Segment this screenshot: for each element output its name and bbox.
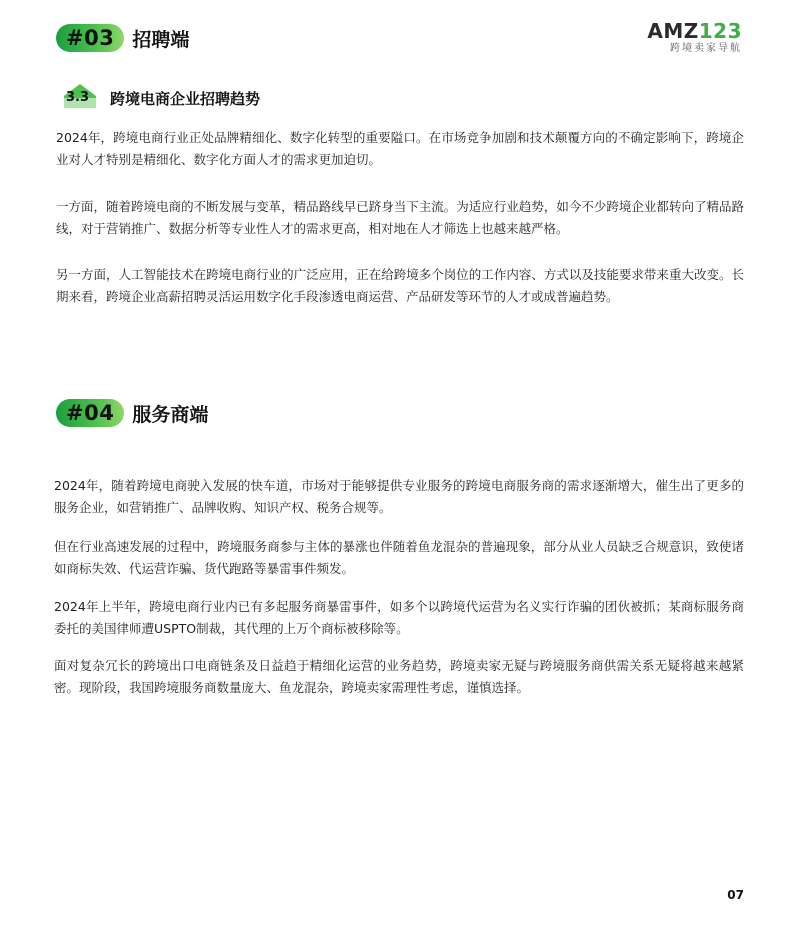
paragraph-3-2: 一方面，随着跨境电商的不断发展与变革，精品路线早已跻身当下主流。为适应行业趋势，如今不少跨境企业都转向了精品路线，对于营销推广、数据分析等专业性人才的需求更高，相对地在人才筛选上也越来越严格。 bbox=[56, 199, 744, 236]
subsection-title: 跨境电商企业招聘趋势 bbox=[110, 89, 261, 108]
logo-digits: 123 bbox=[698, 19, 742, 43]
section-03-number: #03 bbox=[56, 24, 124, 52]
page-number: 07 bbox=[727, 888, 744, 902]
section-03-title: 招聘端 bbox=[132, 28, 190, 51]
amz123-logo bbox=[647, 20, 742, 56]
paragraph-4-3: 2024年上半年，跨境电商行业内已有多起服务商暴雷事件，如多个以跨境代运营为名义实行诈骗的团伙被抓；某商标服务商委托的美国律师遭USPTO制裁，其代理的上万个商标被移除等。 bbox=[54, 599, 744, 636]
logo-subtitle: 跨境卖家导航 bbox=[670, 43, 742, 54]
subsection-number: 3.3 bbox=[66, 90, 90, 105]
paragraph-4-1: 2024年，随着跨境电商驶入发展的快车道，市场对于能够提供专业服务的跨境电商服务商的需求逐渐增大，催生出了更多的服务企业，如营销推广、品牌收购、知识产权、税务合规等。 bbox=[54, 478, 744, 515]
logo-letters: AMZ bbox=[647, 19, 699, 43]
paragraph-3-3: 另一方面，人工智能技术在跨境电商行业的广泛应用，正在给跨境多个岗位的工作内容、方式以及技能要求带来重大改变。长期来看，跨境企业高薪招聘灵活运用数字化手段渗透电商运营、产品研发等环节的人才或成普遍趋势。 bbox=[56, 267, 744, 304]
paragraph-4-4: 面对复杂冗长的跨境出口电商链条及日益趋于精细化运营的业务趋势，跨境卖家无疑与跨境服务商供需关系无疑将越来越紧密。现阶段，我国跨境服务商数量庞大、鱼龙混杂，跨境卖家需理性考虑，谨慎选择。 bbox=[54, 658, 744, 695]
subsection-number-badge bbox=[62, 82, 98, 110]
subsection-heading bbox=[62, 82, 260, 110]
logo-wordmark bbox=[647, 20, 742, 42]
section-04-title: 服务商端 bbox=[132, 403, 209, 426]
section-04-header bbox=[56, 398, 208, 428]
section-03-header bbox=[56, 23, 189, 53]
paragraph-3-1: 2024年，跨境电商行业正处品牌精细化、数字化转型的重要隘口。在市场竞争加剧和技术颠覆方向的不确定影响下，跨境企业对人才特别是精细化、数字化方面人才的需求更加迫切。 bbox=[56, 130, 744, 167]
section-04-number: #04 bbox=[56, 399, 124, 427]
paragraph-4-2: 但在行业高速发展的过程中，跨境服务商参与主体的暴涨也伴随着鱼龙混杂的普遍现象，部分从业人员缺乏合规意识，致使诸如商标失效、代运营诈骗、货代跑路等暴雷事件频发。 bbox=[54, 539, 744, 576]
